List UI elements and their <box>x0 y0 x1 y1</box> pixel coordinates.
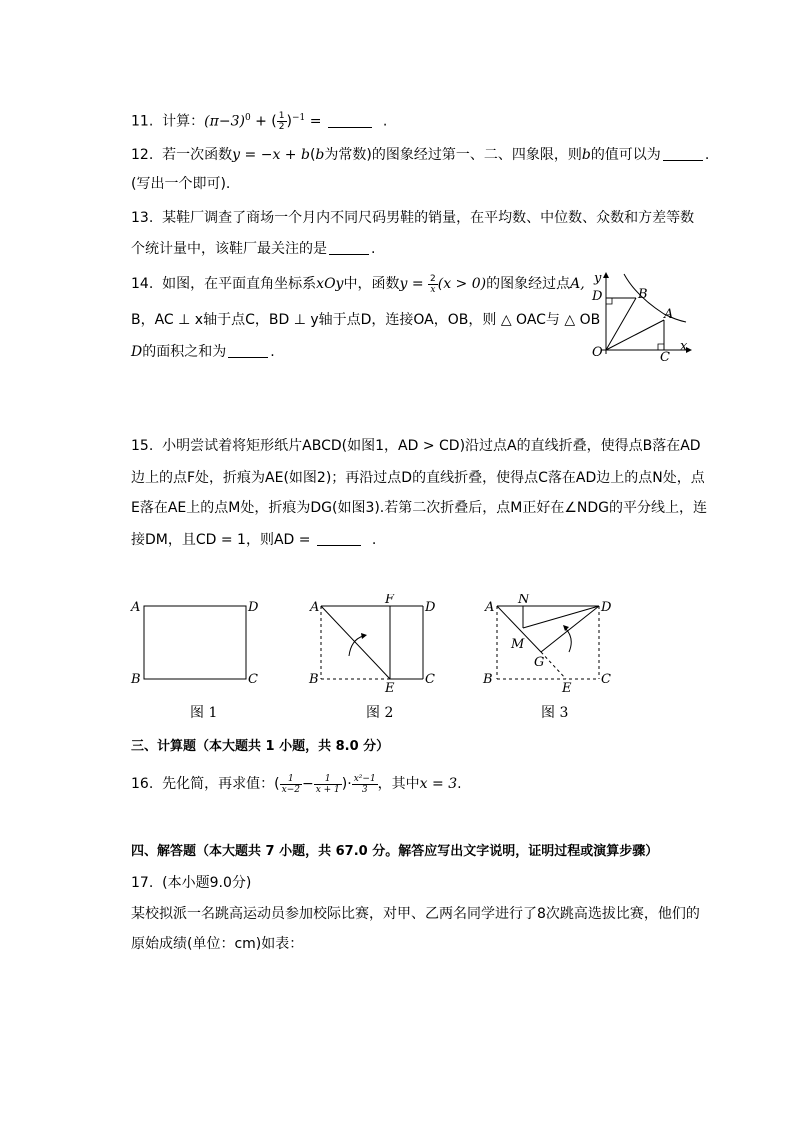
q15-figures <box>125 594 625 694</box>
q17-line1: 某校拟派一名跳高运动员参加校际比赛，对甲、乙两名同学进行了8次跳高选拔比赛，他们的 <box>131 906 700 922</box>
label-O: O <box>592 345 603 360</box>
f3-label-G: G <box>534 655 545 670</box>
q12-b: b <box>315 147 325 163</box>
f1-label-A: A <box>131 600 141 615</box>
question-11: 11. 计算：$(\pi-3)^0$ + ( $\frac{1}{2}$ )$^{-1}$ = . <box>131 111 388 133</box>
f3-label-C: C <box>601 672 611 687</box>
q13-number: 13. <box>131 210 154 226</box>
q16-f3-den: 3 <box>361 784 368 795</box>
f3-md <box>523 606 599 628</box>
figure-2 <box>308 594 436 694</box>
q12-period: . <box>704 147 710 163</box>
q15-period: . <box>371 532 377 548</box>
answer-blank[interactable] <box>328 113 372 128</box>
f3-label-B: B <box>483 672 493 687</box>
q12-b2: b <box>581 147 591 163</box>
q14-D: D <box>131 344 143 360</box>
question-14 <box>131 272 585 296</box>
q12-line2: (写出一个即可). <box>131 176 231 192</box>
question-16 <box>131 772 691 796</box>
q14-period: . <box>270 344 275 360</box>
f2-label-F: F <box>385 594 395 607</box>
q16-t2: )· <box>341 776 352 792</box>
q15-line1: 小明尝试着将矩形纸片ABCD(如图1，AD > CD)沿过点A的直线折叠，使得点B落在AD <box>162 438 701 454</box>
label-x: x <box>680 339 688 354</box>
q12-text1: 若一次函数 <box>162 147 233 163</box>
q13-line2: 个统计量中，该鞋厂最关注的是 <box>131 241 327 257</box>
label-y: y <box>594 271 602 286</box>
figure-3 <box>482 594 612 694</box>
q11-frac-den: 2 <box>278 122 285 133</box>
answer-blank[interactable] <box>228 343 268 358</box>
f1-label-C: C <box>248 672 258 687</box>
q14-t3: 的图象经过点 <box>486 276 571 292</box>
q14-t1: 如图，在平面直角坐标系 <box>162 276 317 292</box>
q13-period: . <box>371 241 376 257</box>
q16-frac3 <box>352 774 378 795</box>
f3-label-E: E <box>562 681 572 694</box>
label-B: B <box>638 287 648 302</box>
q12-number: 12. <box>131 147 154 163</box>
fold-arrow-icon <box>349 636 363 656</box>
section-4-heading: 四、解答题（本大题共 7 小题，共 67.0 分。解答应写出文字说明，证明过程或演算步骤） <box>131 844 659 859</box>
q15-line2: 边上的点F处，折痕为AE(如图2)；再沿过点D的直线折叠，使得点C落在AD边上的点N处，点 <box>131 470 705 486</box>
label-C: C <box>660 350 670 362</box>
q11-expr: (π−3) <box>204 113 245 130</box>
f2-label-E: E <box>385 681 395 694</box>
q14-line3-text: 的面积之和为 <box>142 344 227 360</box>
question-15 <box>131 434 701 458</box>
q11-fraction <box>277 111 287 132</box>
q16-f1-num: 1 <box>280 774 302 785</box>
section-3-heading: 三、计算题（本大题共 1 小题，共 8.0 分） <box>131 739 390 754</box>
question-12 <box>131 143 710 167</box>
q14-figure <box>584 268 694 362</box>
q16-number: 16. <box>131 776 154 792</box>
q16-t3: ，其中 <box>377 776 420 792</box>
f2-label-D: D <box>425 600 436 615</box>
f3-dashed-ge <box>541 652 566 679</box>
question-17 <box>131 871 691 895</box>
q16-t1: 先化简，再求值：( <box>162 776 280 792</box>
answer-blank[interactable] <box>317 531 361 546</box>
q12-function: y = −x + b <box>232 147 310 163</box>
q16-minus: − <box>301 776 314 792</box>
q11-exp1: −1 <box>291 113 306 123</box>
q17-line2: 原始成绩(单位：cm)如表： <box>131 936 304 952</box>
q13-line2-wrap <box>131 237 691 261</box>
right-angle-D <box>606 298 612 304</box>
rect-ABCD <box>144 606 246 679</box>
f3-label-N: N <box>518 594 530 607</box>
q16-cond: x = 3 <box>419 776 458 792</box>
label-D: D <box>592 289 603 304</box>
q16-f2-num: 1 <box>314 774 342 785</box>
q16-frac2 <box>314 774 342 795</box>
f2-ae <box>321 606 390 679</box>
caption-figure-3: 图 3 <box>541 705 569 721</box>
q16-f3-num: x²−1 <box>353 773 376 784</box>
q12-text4: 的值可以为 <box>590 147 661 163</box>
f2-label-B: B <box>309 672 319 687</box>
f2-label-C: C <box>425 672 435 687</box>
answer-blank[interactable] <box>329 240 369 255</box>
q15-line4-text: 接DM，且CD = 1，则AD = <box>131 532 311 548</box>
q17-score: (本小题9.0分) <box>162 875 252 891</box>
q14-y: y = <box>399 276 424 292</box>
q11-frac-num: 1 <box>278 111 285 122</box>
q14-A: A, <box>570 276 585 292</box>
q16-f2-den: x + 1 <box>315 784 340 795</box>
f3-label-M: M <box>511 637 525 652</box>
f3-label-D: D <box>601 600 612 615</box>
q16-period: . <box>457 776 462 792</box>
q14-line2: B，AC ⊥ x轴于点C，BD ⊥ y轴于点D，连接OA，OB，则 △ OAC与 △ OB <box>131 312 601 328</box>
q14-fraction <box>428 274 438 295</box>
y-axis-arrow-icon <box>603 272 609 278</box>
q16-f1-den: x−2 <box>281 784 300 795</box>
q16-frac1 <box>280 774 302 795</box>
q14-xoy: xOy <box>316 276 344 292</box>
label-A: A <box>664 307 674 322</box>
q12-text3: 为常数)的图象经过第一、二、四象限，则 <box>324 147 582 163</box>
q12-text2: ( <box>309 147 316 163</box>
q15-line3: E落在AE上的点M处，折痕为DG(如图3).若第二次折叠后，点M正好在∠NDG的平分线上，连 <box>131 500 707 516</box>
caption-figure-2: 图 2 <box>366 705 394 721</box>
f2-label-A: A <box>310 600 320 615</box>
f2-arrowhead <box>361 633 367 639</box>
f3-gd <box>541 606 599 652</box>
caption-figure-1: 图 1 <box>190 705 218 721</box>
q14-frac-den: x <box>430 284 436 295</box>
q14-number: 14. <box>131 276 154 292</box>
q11-period: . <box>382 113 388 130</box>
q14-cond: (x > 0) <box>437 276 487 292</box>
q11-exp0: 0 <box>244 113 251 123</box>
q14-t2: 中，函数 <box>343 276 400 292</box>
q11-equals: = <box>309 113 322 130</box>
q14-line3 <box>131 340 571 364</box>
question-13 <box>131 206 695 230</box>
figure-1 <box>130 600 259 687</box>
f3-label-A: A <box>485 600 495 615</box>
q17-number: 17. <box>131 875 154 891</box>
f1-label-B: B <box>131 672 141 687</box>
q11-number: 11. <box>131 113 154 130</box>
q13-line1: 某鞋厂调查了商场一个月内不同尺码男鞋的销量，在平均数、中位数、众数和方差等数 <box>162 210 695 226</box>
q15-number: 15. <box>131 438 154 454</box>
q11-prefix: 计算： <box>162 113 205 130</box>
q15-line4 <box>131 528 691 552</box>
f1-label-D: D <box>248 600 259 615</box>
q11-plus: + <box>255 113 267 130</box>
q14-frac-num: 2 <box>430 273 436 284</box>
answer-blank[interactable] <box>663 146 703 161</box>
